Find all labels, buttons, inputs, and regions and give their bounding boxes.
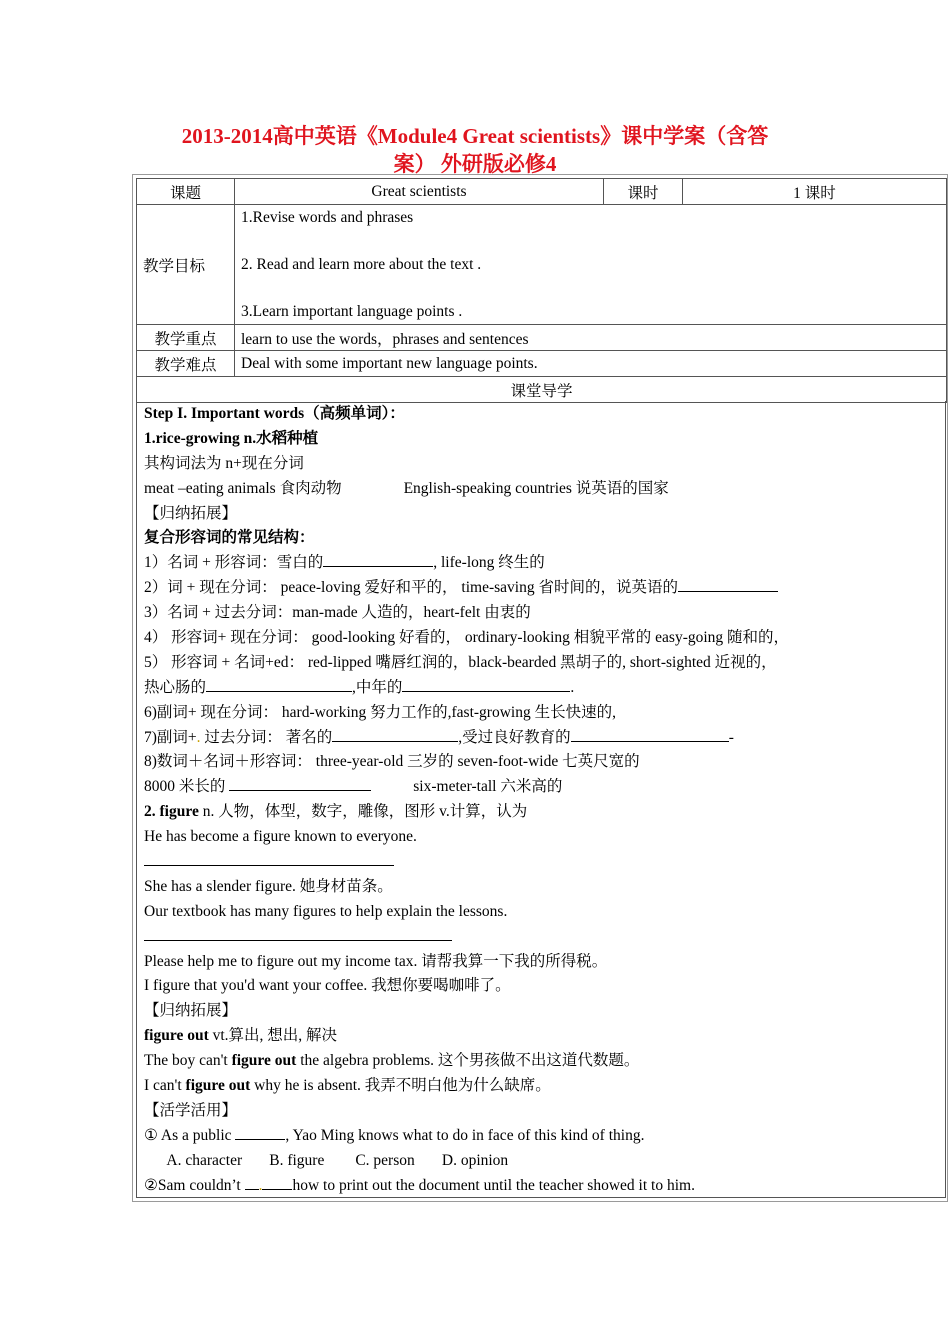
word-1-heading: 1.rice-growing n.水稻种植 <box>144 429 319 447</box>
word-1-examples <box>144 477 941 502</box>
question-1: ① As a public , Yao Ming knows what to do in face of this kind of thing. <box>144 1126 645 1144</box>
structure-5: 5） 形容词 + 名词+ed： red-lipped 嘴唇红润的，black-bearded 黑胡子的, short-sighted 近视的， <box>144 653 777 671</box>
guide-label: 课堂导学 <box>137 377 947 403</box>
blank[interactable] <box>571 727 729 742</box>
extension-heading-2: 【归纳拓展】 <box>144 1002 238 1020</box>
blank[interactable] <box>245 1175 259 1190</box>
topic-value: Great scientists <box>235 179 604 205</box>
example-a: meat –eating animals 食肉动物 <box>144 479 342 497</box>
answer-line-1 <box>144 850 941 875</box>
lesson-header-table <box>136 178 947 403</box>
practice-heading: 【活学活用】 <box>144 1101 238 1119</box>
structure-3: 3）名词 + 过去分词：man-made 人造的，heart-felt 由衷的 <box>144 604 531 622</box>
figure-example-5: I figure that you'd want your coffee. 我想你要喝咖啡了。 <box>144 977 511 995</box>
figure-example-3: Our textbook has many figures to help explain the lessons. <box>144 902 508 920</box>
extension-heading: 【归纳拓展】 <box>144 504 238 522</box>
structure-7: 7)副词+. 过去分词： 著名的 ,受过良好教育的 - <box>144 728 734 746</box>
blank[interactable] <box>144 926 452 941</box>
figure-example-1: He has become a figure known to everyone. <box>144 828 417 846</box>
blank[interactable] <box>402 677 570 692</box>
structure-1: 1）名词 + 形容词：雪白的 , life-long 终生的 <box>144 554 545 572</box>
blank[interactable] <box>678 577 778 592</box>
topic-label: 课题 <box>137 179 235 205</box>
goal-item: 2. Read and learn more about the text . <box>241 255 482 273</box>
difficulty-value: Deal with some important new language points. <box>235 351 947 377</box>
goal-list <box>235 205 947 325</box>
structure-2: 2）词 + 现在分词： peace-loving 爱好和平的， time-saving 省时间的，说英语的 <box>144 576 941 601</box>
blank[interactable] <box>323 552 433 567</box>
structure-6: 6)副词+ 现在分词： hard-working 努力工作的,fast-growing 生长快速的, <box>144 703 616 721</box>
figure-example-2: She has a slender figure. 她身材苗条。 <box>144 877 393 895</box>
goal-label: 教学目标 <box>137 205 235 325</box>
figure-out-heading: figure out vt.算出, 想出, 解决 <box>144 1027 338 1045</box>
document-title <box>150 122 800 178</box>
period-label: 课时 <box>604 179 683 205</box>
lesson-body <box>136 401 946 1198</box>
word-1-rule: 其构词法为 n+现在分词 <box>144 454 304 472</box>
period-value: 1 课时 <box>683 179 947 205</box>
structure-8: 8)数词＋名词＋形容词： three-year-old 三岁的 seven-foot-wide 七英尺宽的 <box>144 753 640 771</box>
figure-example-4: Please help me to figure out my income tax. 请帮我算一下我的所得税。 <box>144 952 608 970</box>
question-2: ②Sam couldn’t . how to print out the document until the teacher showed it to him. <box>144 1176 695 1194</box>
figure-out-example-1: The boy can't figure out the algebra problems. 这个男孩做不出这道代数题。 <box>144 1052 640 1070</box>
compound-heading: 复合形容词的常见结构： <box>144 529 315 547</box>
blank[interactable] <box>235 1125 285 1140</box>
figure-out-example-2: I can't figure out why he is absent. 我弄不明白他为什么缺席。 <box>144 1077 551 1095</box>
key-label: 教学重点 <box>137 325 235 351</box>
answer-line-2 <box>144 925 941 950</box>
blank[interactable] <box>262 1175 292 1190</box>
blank[interactable] <box>229 776 371 791</box>
title-line-1: 2013-2014高中英语《Module4 Great scientists》课中学案（含答 <box>181 124 769 148</box>
step-heading: Step I. Important words（高频单词）： <box>144 405 405 422</box>
title-line-2: 案） 外研版必修4 <box>393 152 557 176</box>
blank[interactable] <box>332 727 458 742</box>
goal-item: 1.Revise words and phrases <box>241 208 414 226</box>
goal-item: 3.Learn important language points . <box>241 302 463 320</box>
difficulty-label: 教学难点 <box>137 351 235 377</box>
structure-4: 4） 形容词+ 现在分词： good-looking 好看的， ordinary-looking 相貌平常的 easy-going 随和的， <box>144 629 790 647</box>
structure-8-continued: 8000 米长的 six-meter-tall 六米高的 <box>144 778 563 796</box>
structure-5-continued: 热心肠的 ,中年的 . <box>144 678 575 696</box>
blank[interactable] <box>206 677 352 692</box>
blank[interactable] <box>144 851 394 866</box>
key-value: learn to use the words，phrases and sentences <box>235 325 947 351</box>
question-1-options: A. character B. figure C. person D. opinion <box>144 1151 509 1169</box>
word-2-heading: 2. figure n. 人物，体型，数字，雕像，图形 v.计算，认为 <box>144 803 528 821</box>
example-b: English-speaking countries 说英语的国家 <box>403 479 669 497</box>
